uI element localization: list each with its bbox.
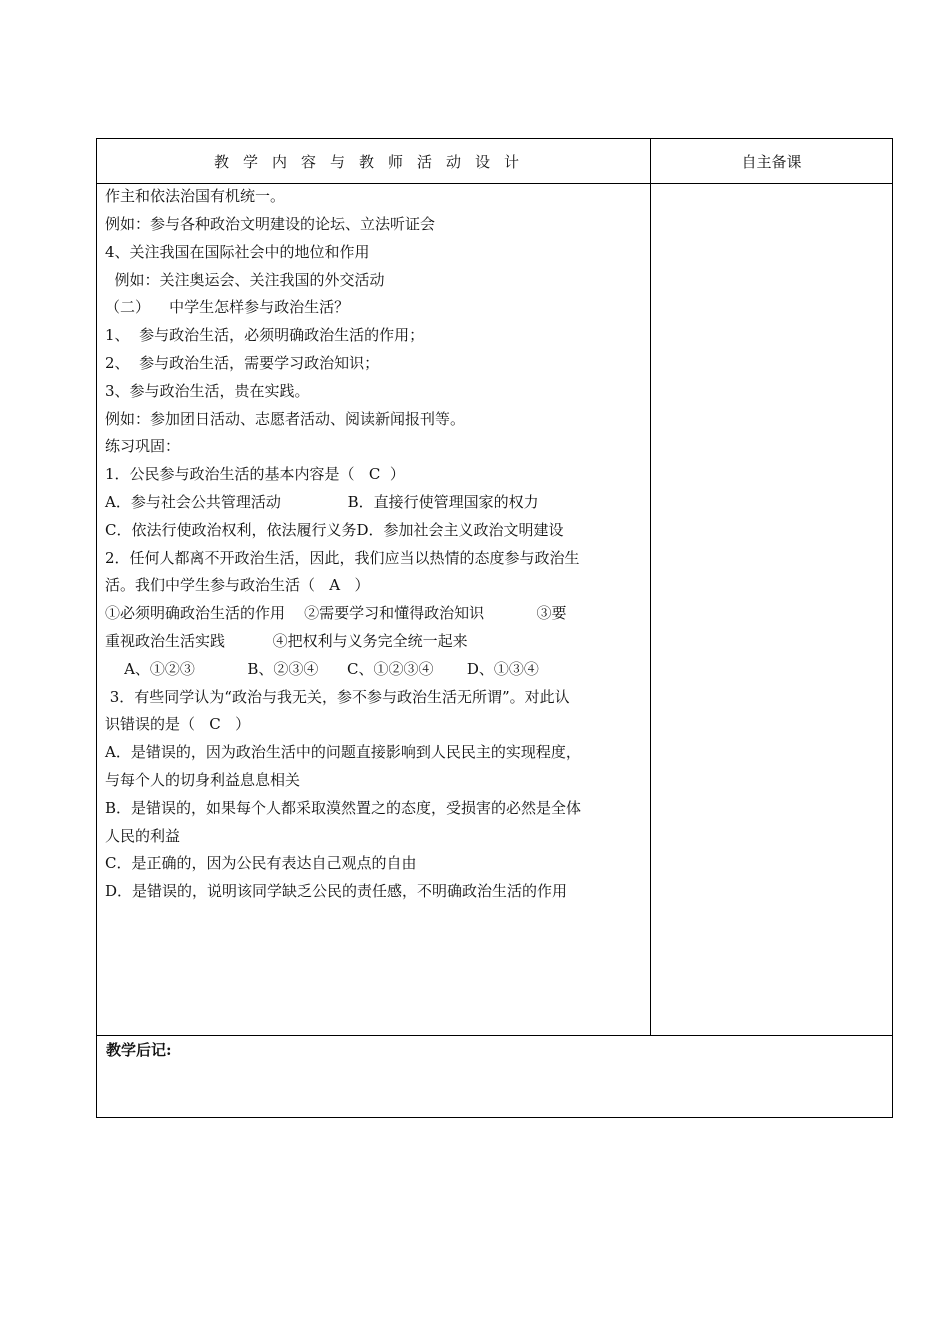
content-line: A．是错误的，因为政治生活中的问题直接影响到人民民主的实现程度， — [105, 743, 581, 761]
content-line: 与每个人的切身利益息息相关 — [105, 771, 301, 789]
content-line: D．是错误的，说明该同学缺乏公民的责任感，不明确政治生活的作用 — [105, 882, 568, 900]
content-line: 例如：关注奥运会、关注我国的外交活动 — [105, 271, 385, 289]
content-line: 识错误的是（ C ） — [105, 715, 251, 733]
content-line: 2、 参与政治生活，需要学习政治知识； — [105, 354, 380, 372]
content-line: B．是错误的，如果每个人都采取漠然置之的态度，受损害的必然是全体 — [105, 799, 582, 817]
teaching-content-cell — [97, 184, 651, 1036]
teaching-reflection-row — [97, 1035, 892, 1117]
content-line: 例如：参加团日活动、志愿者活动、阅读新闻报刊等。 — [105, 410, 466, 428]
content-line: 活。我们中学生参与政治生活（ A ） — [105, 576, 370, 594]
self-preparation-header: 自主备课 — [651, 139, 892, 184]
content-line: 重视政治生活实践 ④把权利与义务完全统一起来 — [105, 632, 468, 650]
content-line: 1．公民参与政治生活的基本内容是（ C ） — [105, 465, 405, 483]
content-line: 1、 参与政治生活，必须明确政治生活的作用； — [105, 326, 425, 344]
content-line: 例如：参与各种政治文明建设的论坛、立法听证会 — [105, 215, 436, 233]
content-line: 人民的利益 — [105, 827, 181, 845]
content-line: 4、关注我国在国际社会中的地位和作用 — [105, 243, 370, 261]
content-line: 3、参与政治生活，贵在实践。 — [105, 382, 310, 400]
teaching-reflection-label: 教学后记: — [106, 1041, 172, 1059]
content-line: 3．有些同学认为“政治与我无关，参不参与政治生活无所谓”。对此认 — [105, 688, 570, 706]
self-preparation-cell — [651, 184, 892, 1036]
content-line: 2．任何人都离不开政治生活，因此，我们应当以热情的态度参与政治生 — [105, 549, 580, 567]
teaching-content-header: 教学内容与教师活动设计 — [97, 139, 651, 184]
content-line: （二） 中学生怎样参与政治生活？ — [105, 298, 350, 316]
lesson-table — [96, 138, 893, 1118]
content-line: ①必须明确政治生活的作用 ②需要学习和懂得政治知识 ③要 — [105, 604, 567, 622]
content-line: C．是正确的，因为公民有表达自己观点的自由 — [105, 854, 417, 872]
content-line: 练习巩固： — [105, 437, 181, 455]
content-line: A、①②③ B、②③④ C、①②③④ D、①③④ — [105, 660, 539, 678]
content-line: 作主和依法治国有机统一。 — [105, 187, 286, 205]
content-line: C．依法行使政治权利，依法履行义务D．参加社会主义政治文明建设 — [105, 521, 564, 539]
content-line: A．参与社会公共管理活动 B．直接行使管理国家的权力 — [105, 493, 539, 511]
